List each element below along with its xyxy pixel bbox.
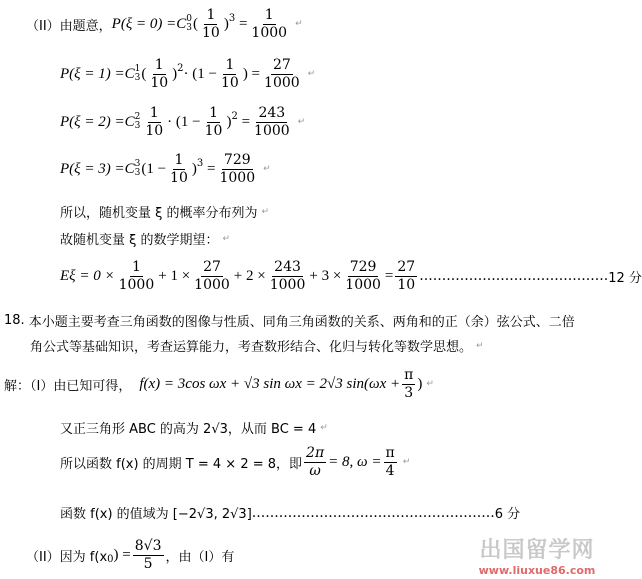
q18-range-score: 6 分	[494, 507, 521, 522]
f-pi: π	[404, 367, 414, 383]
eq3-result-num: 729	[223, 152, 251, 168]
omega-num: π	[385, 445, 395, 461]
dist-text-line: 所以，随机变量 ξ 的概率分布列为 ↵	[60, 202, 269, 221]
eq2-lhs: P(ξ = 2) =	[60, 113, 125, 130]
q18-range-line: 函数 f(x) 的值域为 [−2√3, 2√3] ……………………………………………… 6 分	[60, 504, 521, 522]
q18-f-def: f(x) = 3cos ωx + √3 sin ωx = 2√3 sin(ωx +	[139, 375, 401, 392]
q18-part2-sub: 0	[107, 553, 114, 565]
eq0-pow: 3	[228, 12, 236, 24]
part2-eq2-line: P(ξ = 2) = C 2 3 $\frac{1}{10}$ · (1 − $\frac{1}{10}$ ) 2 = $\frac{243}{1000}$ ↵	[60, 105, 306, 139]
eq0-lhs: P(ξ = 0) =	[111, 15, 177, 32]
exp-text: 故随机变量 ξ 的数学期望：	[60, 233, 219, 248]
eq1-result-num: 27	[272, 57, 291, 73]
exp-lhs: Eξ = 0 ×	[60, 267, 115, 284]
period-frac-den: ω	[309, 462, 321, 479]
period-frac-num: 2π	[306, 445, 325, 461]
q18-period-line: 所以函数 f(x) 的周期 T = 4 × 2 = 8，即 $\frac{2\pi}{\omega}$ = 8, ω = $\frac{\pi}{4}$ ↵	[60, 445, 411, 479]
eq3-result-den: 1000	[219, 169, 256, 186]
q18-intro-2: 角公式等基础知识，考查运算能力，考查数形结合、化归与转化等数学思想。	[30, 340, 473, 355]
q18-height-text: 又正三角形 ABC 的高为 2√3，从而 BC = 4	[60, 422, 317, 437]
eq1-lhs: P(ξ = 1) =	[60, 65, 125, 82]
eq2-result-num: 243	[258, 105, 286, 121]
eq0-result-num: 1	[264, 7, 274, 23]
q18-range-text: 函数 f(x) 的值域为 [−2√3, 2√3]	[60, 507, 252, 522]
q18-part2-line	[26, 539, 234, 571]
watermark-logo	[457, 535, 617, 575]
eq0-result-den: 1000	[251, 24, 288, 41]
watermark-url: www.liuxue86.com	[478, 564, 596, 577]
q18-intro-line2: 角公式等基础知识，考查运算能力，考查数形结合、化归与转化等数学思想。 ↵	[30, 336, 484, 355]
q18-height-line: 又正三角形 ABC 的高为 2√3，从而 BC = 4 ↵	[60, 418, 328, 437]
watermark-title: 出国留学网	[479, 538, 595, 563]
part2-num: 8√3	[134, 538, 162, 554]
eq0-frac-num: 1	[206, 7, 216, 23]
q18-intro-line1	[4, 311, 575, 330]
part2-label: （II）由题意，	[26, 18, 112, 34]
q18-f-line: 解：（I）由已知可得， f(x) = 3cos ωx + √3 sin ωx = 2√3 sin(ωx + $\frac{\pi}{3}$ ) ↵	[4, 367, 434, 401]
q18-part2-eq: ) =	[113, 546, 131, 563]
eq1-mid: · (1 −	[183, 65, 217, 82]
q18-part2-tail: ，由（I）有	[165, 549, 235, 565]
part2-den: 5	[143, 555, 153, 572]
f-den: 3	[404, 384, 414, 401]
q18-part2-label: （II）因为 f(x	[26, 549, 108, 565]
dist-text: 所以，随机变量 ξ 的概率分布列为	[60, 206, 258, 221]
eq3-lhs: P(ξ = 3) =	[60, 160, 125, 177]
eq2-result-den: 1000	[254, 122, 290, 139]
part2-eq1-line: P(ξ = 1) = C 1 3 ( $\frac{1}{10}$ ) 2 · (1 − $\frac{1}{10}$ ) = $\frac{27}{1000}$ ↵	[60, 57, 316, 91]
eq0-frac-den: 10	[202, 24, 220, 41]
q18-number: 18.	[4, 313, 25, 328]
exp-result-num: 27	[397, 259, 416, 275]
q18-intro-1: 本小题主要考查三角函数的图像与性质、同角三角函数的关系、两角和的正（余）弦公式、二倍	[28, 315, 575, 330]
q18-period-a: 所以函数 f(x) 的周期 T = 4 × 2 = 8，即	[60, 456, 303, 472]
exp-score: 12 分	[608, 270, 642, 286]
q18-sol-label: 解：（I）由已知可得，	[4, 378, 132, 394]
part2-eq0-line: （II）由题意， P(ξ = 0) = C 0 3 ( $\frac{1}{10}$ ) 3 = $\frac{1}{1000}$ ↵	[26, 7, 303, 41]
exp-text-line: 故随机变量 ξ 的数学期望： ↵	[60, 229, 230, 248]
q18-period-b: = 8, ω =	[328, 453, 382, 470]
eq1-result-den: 1000	[264, 74, 300, 91]
exp-result-den: 10	[397, 276, 416, 293]
exp-formula-line: Eξ = 0 × $\frac{1}{1000}$ + 1 × $\frac{27}{1000}$ + 2 × $\frac{243}{1000}$ + 3 × $\frac{729}{1000}$ = $\frac{27}{10}$ …………………………………… 12 分	[60, 259, 642, 293]
omega-den: 4	[385, 462, 395, 479]
part2-eq3-line: P(ξ = 3) = C 3 3 (1 − $\frac{1}{10}$ ) 3 = $\frac{729}{1000}$ ↵	[60, 152, 271, 186]
